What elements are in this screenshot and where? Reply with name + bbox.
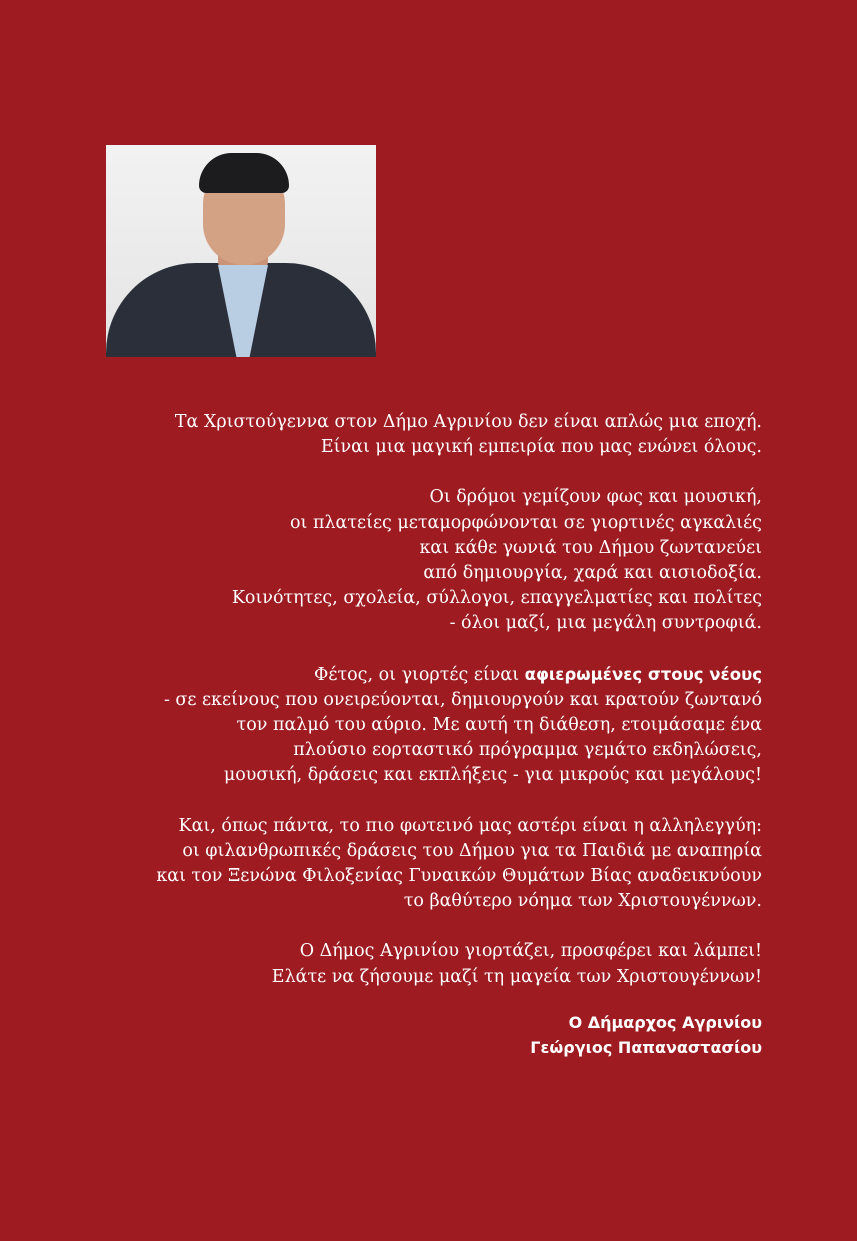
- text-line: - σε εκείνους που ονειρεύονται, δημιουργούν και κρατούν ζωντανό: [163, 689, 762, 710]
- mayor-portrait-photo: [106, 145, 376, 357]
- photo-hair: [199, 153, 289, 193]
- paragraph-solidarity: [62, 814, 762, 915]
- signature-title: Ο Δήμαρχος Αγρινίου: [568, 1012, 762, 1032]
- text-plain: Φέτος, οι γιορτές είναι: [314, 664, 525, 685]
- text-line: μουσική, δράσεις και εκπλήξεις - για μικρούς και μεγάλους!: [223, 765, 762, 786]
- text-line: οι πλατείες μεταμορφώνονται σε γιορτινές αγκαλιές: [290, 512, 762, 533]
- text-line: τον παλμό του αύριο. Με αυτή τη διάθεση, ετοιμάσαμε ένα: [236, 715, 762, 736]
- text-line: Και, όπως πάντα, το πιο φωτεινό μας αστέρι είναι η αλληλεγγύη:: [178, 815, 762, 836]
- text-line: και κάθε γωνιά του Δήμου ζωντανεύει: [419, 537, 762, 558]
- text-line: Ο Δήμος Αγρινίου γιορτάζει, προσφέρει και λάμπει!: [299, 941, 762, 962]
- paragraph-youth: [62, 662, 762, 789]
- paragraph-closing: [62, 939, 762, 989]
- text-line: Τα Χριστούγεννα στον Δήμο Αγρινίου δεν είναι απλώς μια εποχή.: [174, 412, 762, 432]
- signature-name: Γεώργιος Παπαναστασίου: [530, 1038, 762, 1058]
- message-body: [62, 410, 762, 1060]
- text-line: πλούσιο εορταστικό πρόγραμμα γεμάτο εκδηλώσεις,: [293, 740, 762, 761]
- text-line: Οι δρόμοι γεμίζουν φως και μουσική,: [429, 487, 762, 508]
- text-line: Ελάτε να ζήσουμε μαζί τη μαγεία των Χριστουγέννων!: [271, 966, 762, 987]
- text-line: οι φιλανθρωπικές δράσεις του Δήμου για τα Παιδιά με αναπηρία: [182, 840, 762, 861]
- text-line: το βαθύτερο νόημα των Χριστουγέννων.: [403, 891, 762, 912]
- paragraph-intro: [62, 410, 762, 460]
- text-line: - όλοι μαζί, μια μεγάλη συντροφιά.: [449, 613, 762, 634]
- text-line: από δημιουργία, χαρά και αισιοδοξία.: [423, 563, 762, 584]
- text-line: [62, 662, 762, 688]
- paragraph-streets: [62, 485, 762, 636]
- text-emphasis: αφιερωμένες στους νέους: [524, 664, 762, 684]
- text-line: και τον Ξενώνα Φιλοξενίας Γυναικών Θυμάτων Βίας αναδεικνύουν: [156, 866, 762, 887]
- signature: [62, 1010, 762, 1060]
- text-line: Κοινότητες, σχολεία, σύλλογοι, επαγγελματίες και πολίτες: [231, 588, 762, 609]
- text-line: Είναι μια μαγική εμπειρία που μας ενώνει όλους.: [320, 437, 762, 458]
